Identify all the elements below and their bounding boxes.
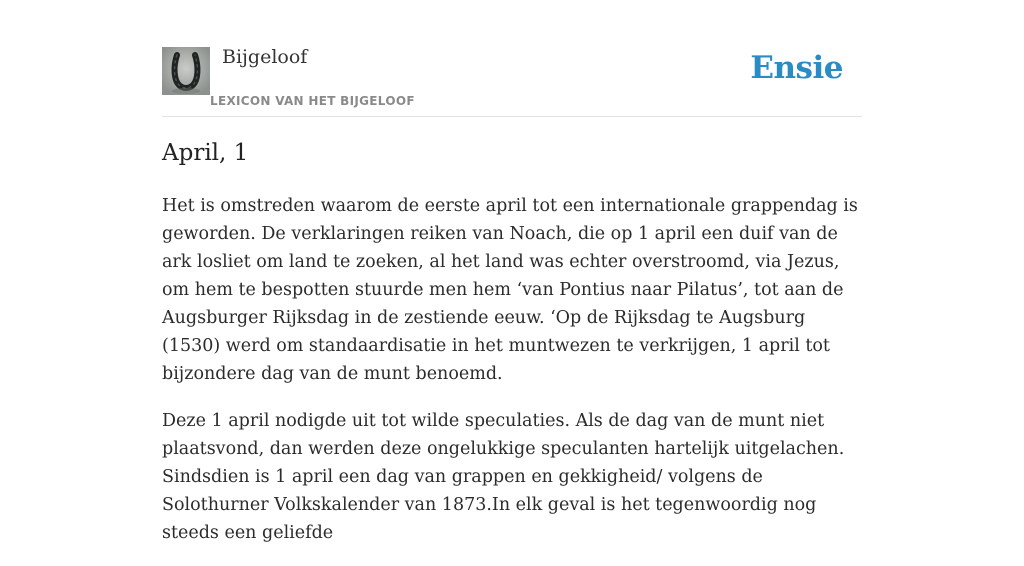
source-avatar[interactable] bbox=[162, 47, 210, 95]
article-paragraph: Het is omstreden waarom de eerste april tot een internationale grappendag is geworden. De verklaringen reiken van Noach, die op 1 april een duif van de ark losliet om land te zoeken, al het land was echter overstroomd, via Jezus, om hem te bespotten stuurde men hem ‘van Pontius naar Pilatus’, tot aan de Augsburger Rijksdag in de zestiende eeuw. ‘Op de Rijksdag te Augsburg (1530) werd om standaardisatie in het muntwezen te verkrijgen, 1 april tot bijzondere dag van de munt benoemd. bbox=[162, 196, 858, 384]
page-header bbox=[162, 0, 862, 117]
brand-logo[interactable]: Ensie bbox=[750, 50, 843, 86]
source-subtitle: LEXICON VAN HET BIJGELOOF bbox=[210, 94, 415, 108]
source-name[interactable]: Bijgeloof bbox=[222, 46, 308, 68]
horseshoe-icon bbox=[162, 47, 210, 95]
article-title: April, 1 bbox=[162, 140, 249, 166]
article-body bbox=[162, 192, 862, 566]
article-paragraph: Deze 1 april nodigde uit tot wilde speculaties. Als de dag van de munt niet plaatsvond, dan werden deze ongelukkige speculanten hartelijk uitgelachen. Sindsdien is 1 april een dag van grappen en gekkigheid/ volgens de Solothurner Volkskalender van 1873.In elk geval is het tegenwoordig nog steeds een geliefde bbox=[162, 411, 845, 543]
